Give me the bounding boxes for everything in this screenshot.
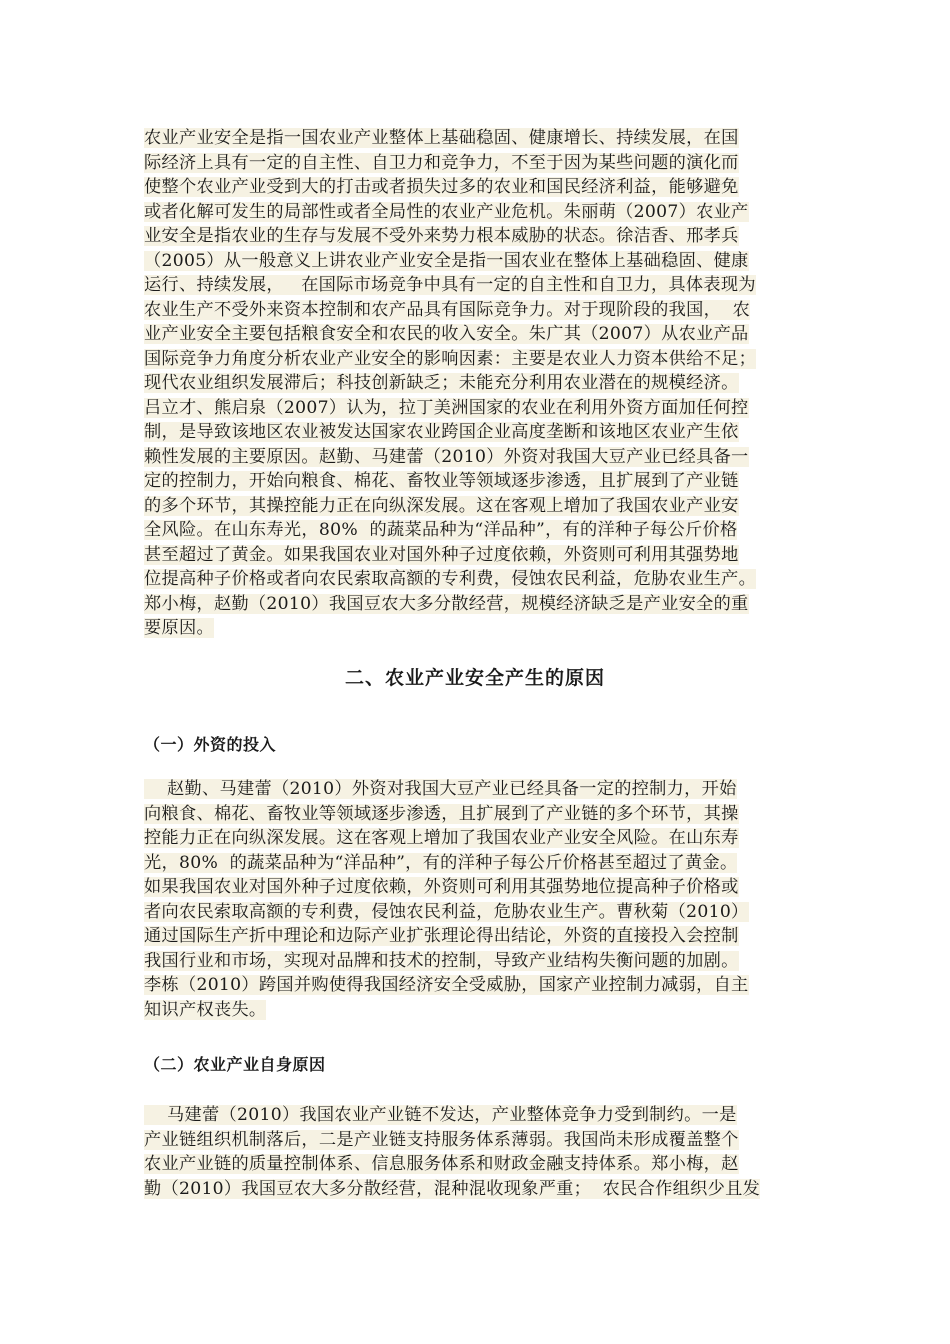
highlighted-text: 控能力正在向纵深发展。这在客观上增加了我国农业产业安全风险。在山东寿 bbox=[144, 828, 739, 848]
text-line bbox=[144, 126, 819, 151]
text-line bbox=[144, 543, 819, 568]
highlighted-text: 际经济上具有一定的自主性、自卫力和竞争力，不至于因为某些问题的演化而 bbox=[144, 152, 739, 173]
highlighted-text: 知识产权丧失。 bbox=[144, 999, 267, 1020]
highlighted-text: 我国行业和市场，实现对品牌和技术的控制，导致产业结构失衡问题的加剧。 bbox=[144, 950, 739, 971]
text-line bbox=[144, 518, 819, 543]
text-line bbox=[144, 298, 819, 323]
highlighted-text: 向粮食、棉花、畜牧业等领域逐步渗透，且扩展到了产业链的多个环节，其操 bbox=[144, 803, 739, 824]
highlighted-text: 使整个农业产业受到大的打击或者损失过多的农业和国民经济利益，能够避免 bbox=[144, 177, 739, 197]
highlighted-text: 产业链组织机制落后，二是产业链支持服务体系薄弱。我国尚未形成覆盖整个 bbox=[144, 1129, 739, 1150]
text-line bbox=[144, 998, 819, 1023]
highlighted-text: 业产业安全主要包括粮食安全和农民的收入安全。朱广其（2007）从农业产品 bbox=[144, 324, 749, 344]
text-line bbox=[144, 469, 819, 494]
highlighted-text: 甚至超过了黄金。如果我国农业对国外种子过度依赖，外资则可利用其强势地 bbox=[144, 544, 739, 565]
highlighted-text: 者向农民索取高额的专利费，侵蚀农民利益，危胁农业生产。曹秋菊（2010） bbox=[144, 901, 749, 922]
text-line bbox=[144, 567, 819, 592]
text-line bbox=[144, 616, 819, 641]
highlighted-text: 赖性发展的主要原因。赵勤、马建蕾（2010）外资对我国大豆产业已经具备一 bbox=[144, 446, 749, 467]
text-line bbox=[144, 900, 819, 925]
text-line bbox=[144, 322, 819, 347]
text-line bbox=[144, 175, 819, 200]
section-title: 二、农业产业安全产生的原因 bbox=[344, 667, 605, 689]
highlighted-text: 全风险。在山东寿光，80% 的蔬菜品种为“洋品种”，有的洋种子每公斤价格 bbox=[144, 520, 738, 540]
text-line bbox=[144, 396, 819, 421]
highlighted-text: 农业产业链的质量控制体系、信息服务体系和财政金融支持体系。郑小梅，赵 bbox=[144, 1154, 739, 1174]
text-line bbox=[144, 200, 819, 225]
text-line bbox=[144, 1152, 819, 1177]
internal-causes-paragraph bbox=[144, 1103, 819, 1201]
subsection-title-foreign-capital: （一）外资的投入 bbox=[144, 735, 277, 754]
text-line bbox=[144, 777, 819, 802]
text-line bbox=[144, 494, 819, 519]
foreign-capital-paragraph bbox=[144, 777, 819, 1022]
text-line bbox=[144, 949, 819, 974]
highlighted-text: 业安全是指农业的生存与发展不受外来势力根本威胁的状态。徐洁香、邢孝兵 bbox=[144, 226, 739, 246]
highlighted-text: 通过国际生产折中理论和边际产业扩张理论得出结论，外资的直接投入会控制 bbox=[144, 926, 739, 946]
text-line bbox=[144, 592, 819, 617]
subsection-title-internal-causes: （二）农业产业自身原因 bbox=[144, 1055, 326, 1074]
text-line bbox=[144, 802, 819, 827]
highlighted-text: 国际竞争力角度分析农业产业安全的影响因素：主要是农业人力资本供给不足； bbox=[144, 348, 757, 369]
text-line bbox=[144, 224, 819, 249]
text-line bbox=[144, 371, 819, 396]
text-line bbox=[144, 1128, 819, 1153]
highlighted-text: （2005）从一般意义上讲农业产业安全是指一国农业在整体上基础稳固、健康 bbox=[144, 250, 749, 271]
text-line bbox=[144, 875, 819, 900]
text-line bbox=[144, 420, 819, 445]
intro-paragraph bbox=[144, 126, 819, 641]
highlighted-text: 或者化解可发生的局部性或者全局性的农业产业危机。朱丽萌（2007）农业产 bbox=[144, 201, 749, 222]
highlighted-text: 农业生产不受外来资本控制和农产品具有国际竞争力。对于现阶段的我国， 农 bbox=[144, 299, 751, 320]
text-line bbox=[144, 273, 819, 298]
highlighted-text: 运行、持续发展， 在国际市场竞争中具有一定的自主性和自卫力，具体表现为 bbox=[144, 275, 756, 295]
highlighted-text: 如果我国农业对国外种子过度依赖，外资则可利用其强势地位提高种子价格或 bbox=[144, 877, 739, 897]
text-line bbox=[144, 924, 819, 949]
highlighted-text: 农业产业安全是指一国农业产业整体上基础稳固、健康增长、持续发展，在国 bbox=[144, 128, 739, 148]
highlighted-text: 现代农业组织发展滞后；科技创新缺乏；未能充分利用农业潜在的规模经济。 bbox=[144, 373, 739, 393]
text-line bbox=[144, 826, 819, 851]
highlighted-text: 赵勤、马建蕾（2010）外资对我国大豆产业已经具备一定的控制力，开始 bbox=[144, 779, 737, 799]
text-line bbox=[144, 973, 819, 998]
text-line bbox=[144, 1177, 819, 1202]
highlighted-text: 制，是导致该地区农业被发达国家农业跨国企业高度垄断和该地区农业产生依 bbox=[144, 422, 739, 442]
text-line bbox=[144, 445, 819, 470]
text-line bbox=[144, 851, 819, 876]
highlighted-text: 光，80% 的蔬菜品种为“洋品种”，有的洋种子每公斤价格甚至超过了黄金。 bbox=[144, 852, 738, 873]
highlighted-text: 的多个环节，其操控能力正在向纵深发展。这在客观上增加了我国农业产业安 bbox=[144, 495, 739, 516]
highlighted-text: 勤（2010）我国豆农大多分散经营，混种混收现象严重； 农民合作组织少且发 bbox=[144, 1178, 761, 1199]
highlighted-text: 郑小梅，赵勤（2010）我国豆农大多分散经营，规模经济缺乏是产业安全的重 bbox=[144, 593, 749, 614]
text-line bbox=[144, 151, 819, 176]
highlighted-text: 位提高种子价格或者向农民索取高额的专利费，侵蚀农民利益，危胁农业生产。 bbox=[144, 569, 757, 589]
text-line bbox=[144, 249, 819, 274]
highlighted-text: 定的控制力，开始向粮食、棉花、畜牧业等领域逐步渗透，且扩展到了产业链 bbox=[144, 471, 739, 491]
text-line bbox=[144, 1103, 819, 1128]
highlighted-text: 李栋（2010）跨国并购使得我国经济安全受威胁，国家产业控制力减弱，自主 bbox=[144, 975, 749, 995]
text-line bbox=[144, 347, 819, 372]
highlighted-text: 要原因。 bbox=[144, 618, 214, 638]
highlighted-text: 吕立才、熊启泉（2007）认为，拉丁美洲国家的农业在利用外资方面加任何控 bbox=[144, 397, 749, 418]
highlighted-text: 马建蕾（2010）我国农业产业链不发达，产业整体竞争力受到制约。一是 bbox=[144, 1105, 737, 1125]
